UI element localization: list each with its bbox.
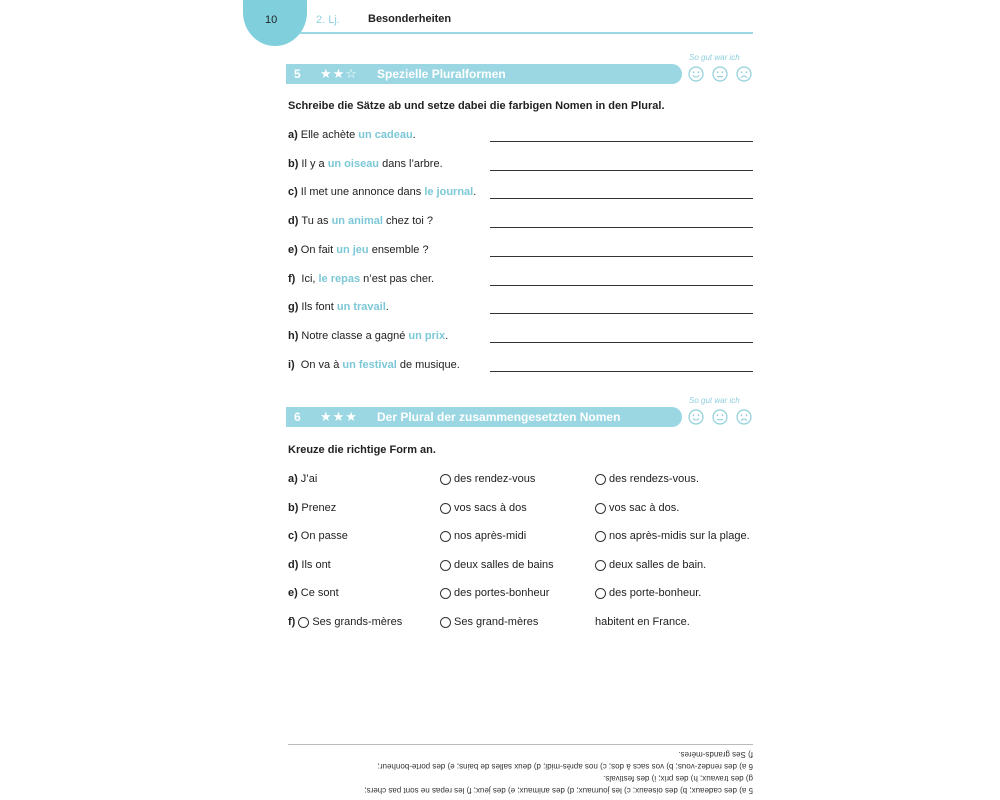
question-item (288, 530, 348, 542)
happy-face-icon[interactable] (688, 409, 704, 425)
difficulty-stars: ★★☆ (320, 66, 358, 81)
sentence-item (288, 301, 389, 313)
item-label: f) (288, 616, 296, 628)
sentence-item (288, 158, 443, 170)
radio-option[interactable] (595, 474, 606, 485)
option-text: deux salles de bains (454, 559, 554, 571)
sentence-after: . (412, 129, 416, 141)
option-text: deux salles de bain. (609, 559, 707, 571)
question-item (288, 587, 339, 599)
item-label: h) (288, 330, 299, 342)
radio-option[interactable] (595, 531, 606, 542)
item-label: c) (288, 186, 298, 198)
sentence-before: Il y a (301, 158, 328, 170)
exercise-title: Der Plural der zusammengesetzten Nomen (377, 410, 621, 424)
option-text: nos après-midis sur la plage. (609, 530, 750, 542)
answer-line[interactable] (490, 141, 753, 142)
exercise-number: 5 (294, 67, 301, 81)
radio-option[interactable] (595, 560, 606, 571)
answer-line[interactable] (490, 285, 753, 286)
self-assessment-label: So gut war ich (689, 396, 740, 405)
sentence-before: On va à (297, 359, 343, 371)
radio-option[interactable] (440, 531, 451, 542)
sentence-item (288, 244, 429, 256)
highlighted-noun: un festival (342, 359, 397, 371)
exercise-instruction: Schreibe die Sätze ab und setze dabei die farbigen Nomen in den Plural. (288, 100, 665, 112)
highlighted-noun: un animal (331, 215, 383, 227)
radio-option[interactable] (595, 503, 606, 514)
radio-option[interactable] (298, 617, 309, 628)
chapter-label: 2. Lj. (316, 14, 340, 26)
highlighted-noun: un cadeau (358, 129, 413, 141)
option-text: vos sac à dos. (609, 502, 680, 514)
page-number: 10 (265, 14, 278, 26)
sentence-after: de musique. (396, 359, 460, 371)
sentence-after: . (445, 330, 449, 342)
option-2[interactable] (440, 616, 538, 628)
item-label: g) (288, 301, 299, 313)
option-text: vos sacs à dos (454, 502, 527, 514)
sentence-before: Il met une annonce dans (300, 186, 425, 198)
sentence-item (288, 215, 433, 227)
item-label: a) (288, 473, 298, 485)
self-assessment-label: So gut war ich (689, 53, 740, 62)
option-2[interactable] (595, 587, 701, 599)
item-label: f) (288, 273, 296, 285)
radio-option[interactable] (440, 588, 451, 599)
solution-line: g) des travaux; h) des prix; i) des festivals. (603, 774, 753, 783)
sentence-after: dans l’arbre. (379, 158, 443, 170)
sentence-after: ensemble ? (368, 244, 429, 256)
sentence-before: Ils font (301, 301, 337, 313)
sentence-item (288, 129, 416, 141)
radio-option[interactable] (440, 474, 451, 485)
sentence-item (288, 273, 434, 285)
exercise-5-bar (286, 64, 682, 84)
highlighted-noun: un prix (408, 330, 446, 342)
item-label: d) (288, 215, 299, 227)
neutral-face-icon[interactable] (712, 409, 728, 425)
option-2[interactable] (595, 502, 679, 514)
radio-option[interactable] (440, 617, 451, 628)
option-text: des portes-bonheur (454, 587, 550, 599)
difficulty-stars: ★★★ (320, 409, 358, 424)
option-2[interactable] (595, 530, 750, 542)
sad-face-icon[interactable] (736, 66, 752, 82)
sentence-before: Ici, (298, 273, 319, 285)
sentence-after: . (385, 301, 389, 313)
answer-line[interactable] (490, 170, 753, 171)
answer-line[interactable] (490, 198, 753, 199)
solutions-block (288, 748, 753, 796)
radio-option[interactable] (595, 588, 606, 599)
highlighted-noun: un jeu (336, 244, 369, 256)
exercise-6-bar (286, 407, 682, 427)
sentence-item (288, 186, 476, 198)
question-stem: Ce sont (300, 587, 339, 599)
option-1[interactable] (440, 473, 535, 485)
question-stem: Prenez (301, 502, 337, 514)
answer-line[interactable] (490, 313, 753, 314)
happy-face-icon[interactable] (688, 66, 704, 82)
sentence-after: chez toi ? (382, 215, 434, 227)
solution-line: 6 a) des rendez-vous; b) vos sacs à dos; c) nos après-midi; d) deux salles de bains; e) des porte-bonheur; (377, 762, 753, 771)
option-text: des porte-bonheur. (609, 587, 702, 599)
sad-face-icon[interactable] (736, 409, 752, 425)
highlighted-noun: le repas (318, 273, 361, 285)
answer-line[interactable] (490, 256, 753, 257)
answer-line[interactable] (490, 371, 753, 372)
item-label: e) (288, 587, 298, 599)
sentence-before: Tu as (301, 215, 332, 227)
header-rule (300, 32, 753, 34)
item-label: b) (288, 158, 299, 170)
option-2[interactable] (595, 473, 699, 485)
item-label: a) (288, 129, 298, 141)
radio-option[interactable] (440, 503, 451, 514)
item-label: b) (288, 502, 299, 514)
option-1[interactable] (440, 559, 554, 571)
option-text: nos après-midi (454, 530, 527, 542)
sentence-item (288, 359, 460, 371)
item-label: i) (288, 359, 295, 371)
option-text: Ses grand-mères (454, 616, 539, 628)
question-item (288, 502, 336, 514)
sentence-item (288, 330, 448, 342)
question-stem: On passe (300, 530, 348, 542)
solution-line: f) Ses grands-mères. (678, 750, 753, 759)
item-label: d) (288, 559, 299, 571)
option-2[interactable] (595, 559, 706, 571)
option-text: des rendez-vous (454, 473, 536, 485)
item-label: e) (288, 244, 298, 256)
highlighted-noun: le journal (424, 186, 474, 198)
answer-line[interactable] (490, 227, 753, 228)
sentence-before: On fait (300, 244, 337, 256)
section-title: Besonderheiten (368, 13, 452, 25)
option-text: des rendezs-vous. (609, 473, 699, 485)
option-1[interactable] (440, 587, 549, 599)
footer-rule (288, 744, 753, 745)
item-label: c) (288, 530, 298, 542)
option-1[interactable] (440, 502, 527, 514)
option-text: Ses grands-mères (312, 616, 403, 628)
sentence-after: n’est pas cher. (360, 273, 435, 285)
question-stem: Ils ont (301, 559, 331, 571)
neutral-face-icon[interactable] (712, 66, 728, 82)
sentence-after: . (473, 186, 477, 198)
radio-option[interactable] (440, 560, 451, 571)
question-stem: J’ai (300, 473, 318, 485)
solution-line: 5 a) des cadeaux; b) des oiseaux; c) les journaux; d) des animaux; e) des jeux; f) les repas ne sont pas chers; (364, 786, 753, 795)
sentence-tail: habitent en France. (595, 616, 690, 628)
highlighted-noun: un travail (336, 301, 386, 313)
exercise-title: Spezielle Pluralformen (377, 67, 506, 81)
option-1[interactable] (440, 530, 526, 542)
question-item (288, 559, 331, 571)
question-item (288, 473, 317, 485)
answer-line[interactable] (490, 342, 753, 343)
exercise-instruction: Kreuze die richtige Form an. (288, 444, 436, 456)
sentence-before: Elle achète (300, 129, 359, 141)
question-item-f (288, 616, 402, 628)
sentence-before: Notre classe a gagné (301, 330, 409, 342)
exercise-number: 6 (294, 410, 301, 424)
highlighted-noun: un oiseau (327, 158, 380, 170)
